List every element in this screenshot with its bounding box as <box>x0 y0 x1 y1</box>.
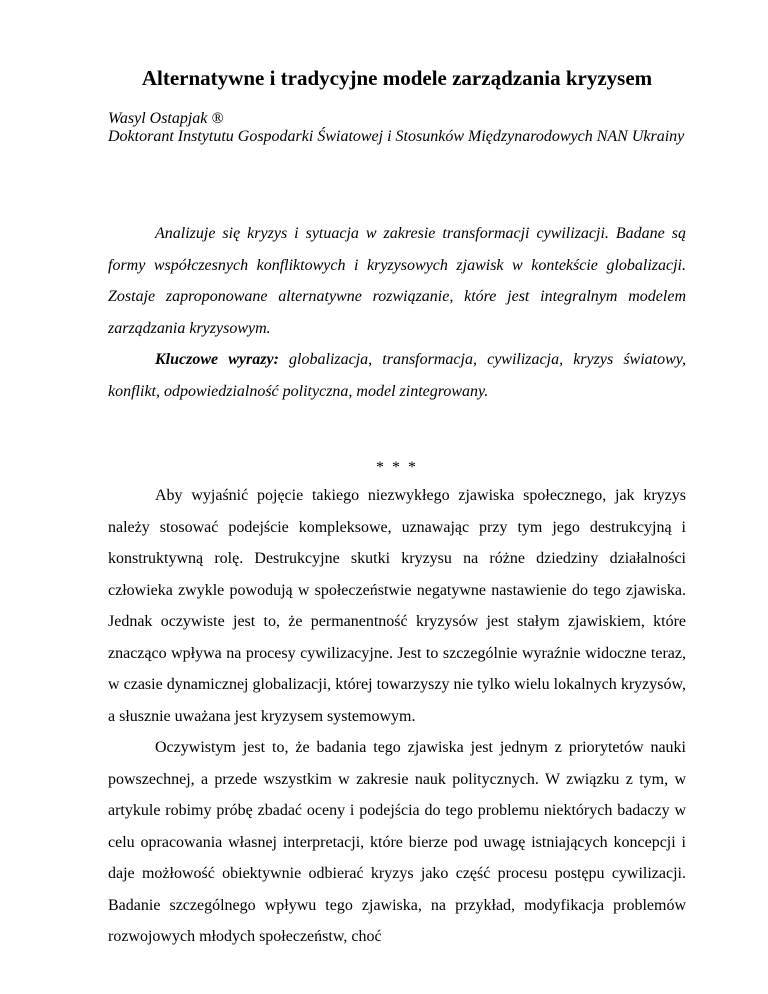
author-affiliation: Doktorant Instytutu Gospodarki Światowej i Stosunków Międzynarodowych NAN Ukrainy <box>108 128 685 145</box>
keywords-line <box>108 344 686 407</box>
section-separator: * * * <box>376 459 418 476</box>
keywords-list: globalizacja, transformacja, cywilizacja, kryzys światowy, konflikt, odpowiedzialność polityczna, model zintegrowany. <box>108 351 686 400</box>
author-name: Wasyl Ostapjak ® <box>108 110 224 127</box>
body-paragraph-1: Aby wyjaśnić pojęcie takiego niezwykłego zjawiska społecznego, jak kryzys należy stosować podejście kompleksowe, uznawając przy tym jego destrukcyjną i konstruktywną rolę. Destrukcyjne skutki kryzysu na różne dziedziny działalności człowieka zwykle powodują w społeczeństwie negatywne nastawienie do tego zjawiska. Jednak oczywiste jest to, że permanentność kryzysów jest stałym zjawiskiem, które znacząco wpływa na procesy cywilizacyjne. Jest to szczególnie wyraźnie widoczne teraz, w czasie dynamicznej globalizacji, której towarzyszy nie tylko wielu lokalnych kryzysów, a słusznie uważana jest kryzysem systemowym. <box>108 487 686 725</box>
article-title: Alternatywne i tradycyjne modele zarządzania kryzysem <box>141 66 653 90</box>
abstract <box>108 218 686 407</box>
abstract-text: Analizuje się kryzys i sytuacja w zakresie transformacji cywilizacji. Badane są formy współczesnych konfliktowych i kryzysowych zjawisk w kontekście globalizacji. Zostaje zaproponowane alternatywne rozwiązanie, które jest integralnym modelem zarządzania kryzysowym. <box>108 225 686 337</box>
body-text <box>108 480 686 953</box>
body-paragraph-2: Oczywistym jest to, że badania tego zjawiska jest jednym z priorytetów nauki powszechnej, a przede wszystkim w zakresie nauk politycznych. W związku z tym, w artykule robimy próbę zbadać oceny i podejścia do tego problemu niektórych badaczy w celu opracowania własnej interpretacji, które bierze pod uwagę istniających koncepcji i daje możłowość obiektywnie odbierać kryzys jako część procesu postępu cywilizacji. Badanie szczególnego wpływu tego zjawiska, na przykład, modyfikacja problemów rozwojowych młodych społeczeństw, choć <box>108 739 686 945</box>
keywords-label: Kluczowe wyrazy: <box>155 351 279 368</box>
author-block <box>108 110 698 146</box>
